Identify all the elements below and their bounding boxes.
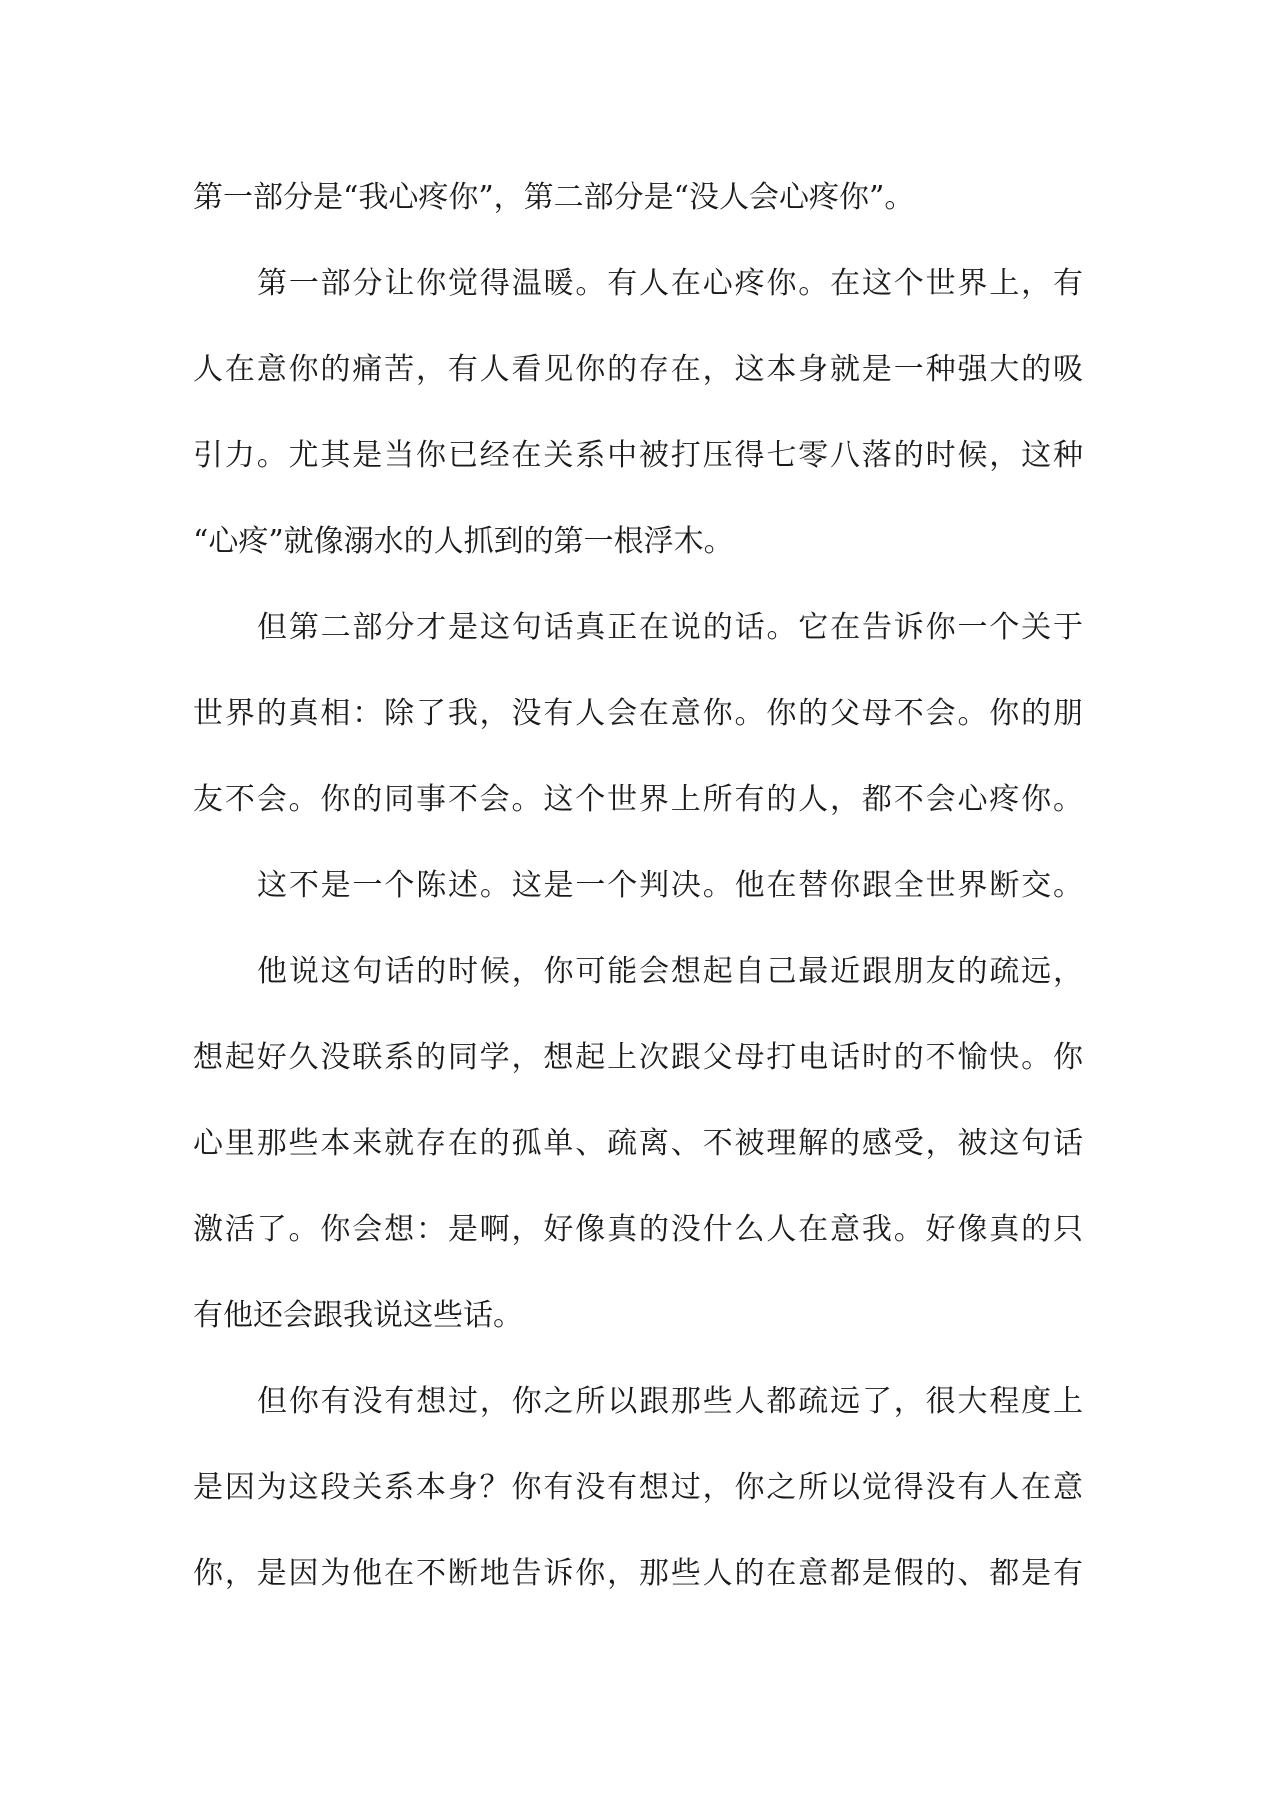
text-line: 友不会。你的同事不会。这个世界上所有的人，都不会心疼你。 [193,782,1083,817]
text-line: 这不是一个陈述。这是一个判决。他在替你跟全世界断交。 [257,868,1083,903]
text-line: 激活了。你会想：是啊，好像真的没什么人在意我。好像真的只 [193,1212,1083,1247]
text-line: 有他还会跟我说这些话。 [193,1298,523,1333]
text-line: 但你有没有想过，你之所以跟那些人都疏远了，很大程度上 [257,1384,1083,1419]
text-line: 第一部分是“我心疼你”，第二部分是“没人会心疼你”。 [193,180,915,215]
text-line: 你，是因为他在不断地告诉你，那些人的在意都是假的、都是有 [193,1556,1083,1591]
text-line: 世界的真相：除了我，没有人会在意你。你的父母不会。你的朋 [193,696,1083,731]
text-line: 第一部分让你觉得温暖。有人在心疼你。在这个世界上，有 [257,266,1083,301]
text-line: 引力。尤其是当你已经在关系中被打压得七零八落的时候，这种 [193,438,1083,473]
text-line: 他说这句话的时候，你可能会想起自己最近跟朋友的疏远， [257,954,1083,989]
text-line: 心里那些本来就存在的孤单、疏离、不被理解的感受，被这句话 [193,1126,1083,1161]
text-line: 人在意你的痛苦，有人看见你的存在，这本身就是一种强大的吸 [193,352,1083,387]
text-line: 但第二部分才是这句话真正在说的话。它在告诉你一个关于 [257,610,1083,645]
text-line: “心疼”就像溺水的人抓到的第一根浮木。 [193,524,734,559]
text-line: 想起好久没联系的同学，想起上次跟父母打电话时的不愉快。你 [193,1040,1083,1075]
text-line: 是因为这段关系本身？你有没有想过，你之所以觉得没有人在意 [193,1470,1083,1505]
